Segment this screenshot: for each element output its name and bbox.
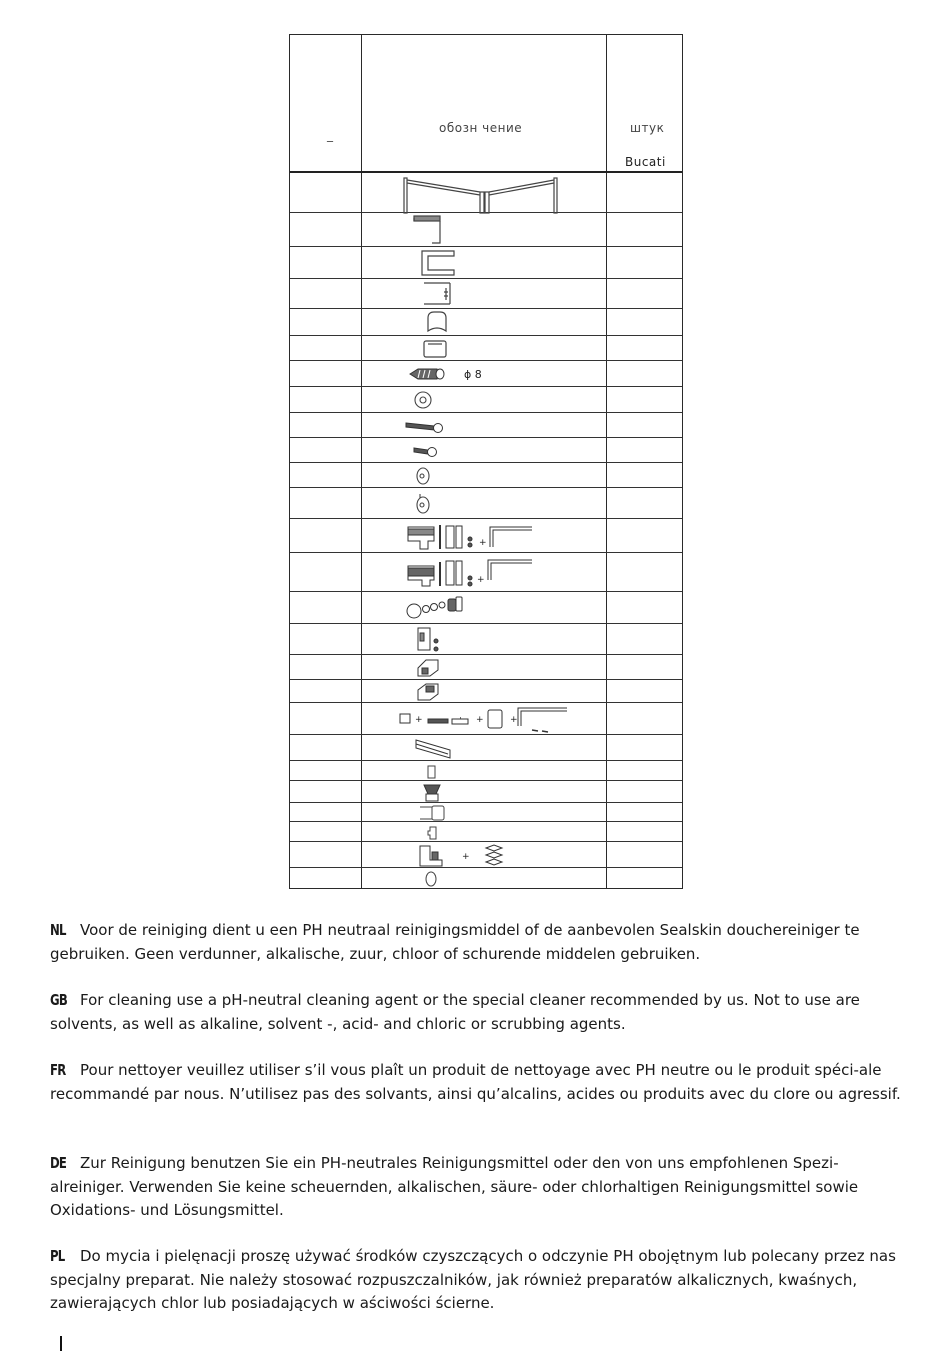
row-divider xyxy=(290,518,682,519)
header-designation: обозн чение xyxy=(439,121,523,135)
svg-text:+: + xyxy=(479,538,487,548)
instruction-text: Do mycia i pielęnacji proszę używać środków czyszczących o odczynie PH obojętnym lub polecany przez nas specjalny preparat. Nie należy stosować rozpuszczalników, jak również preparatów alkalicznych, kwaśnych, zawierających chlor lub posiadających w aściwości ścierne. xyxy=(50,1247,896,1312)
wall-plug-size: ϕ 8 xyxy=(464,368,482,381)
round-cap-icon xyxy=(362,489,607,517)
row-divider xyxy=(290,760,682,761)
hinge-set-right-icon xyxy=(362,556,607,588)
clip-icon xyxy=(362,803,607,823)
wall-plug-icon xyxy=(362,362,607,386)
knob-set-icon xyxy=(362,593,607,621)
corner-connector-icon xyxy=(362,656,607,680)
language-code: DE xyxy=(50,1154,67,1172)
connector-icon xyxy=(362,680,607,704)
washer-icon xyxy=(362,388,607,412)
threshold-seal-icon xyxy=(362,736,607,760)
page-marker xyxy=(60,1336,62,1351)
bracket-with-spacers-icon xyxy=(362,842,607,868)
language-code: NL xyxy=(50,921,66,939)
instruction-de xyxy=(50,1152,908,1223)
language-code: GB xyxy=(50,991,67,1009)
profile-bracket-icon xyxy=(362,215,607,245)
row-divider xyxy=(290,623,682,624)
magnet-clip-icon xyxy=(362,625,607,655)
shower-enclosure-icon xyxy=(362,175,607,215)
long-screw-icon xyxy=(362,414,607,438)
instruction-nl xyxy=(50,919,908,966)
svg-text:+: + xyxy=(477,575,485,585)
instruction-text: For cleaning use a pH-neutral cleaning agent or the special cleaner recommended by us. Not to use are solvents, as well as alkaline, solvent -, acid- and chloric or scrubbing agents. xyxy=(50,991,860,1033)
header-quantity: штук xyxy=(630,121,665,135)
instruction-pl xyxy=(50,1245,908,1316)
parts-table xyxy=(289,34,683,889)
instruction-fr xyxy=(50,1059,908,1106)
small-cap-icon xyxy=(362,762,607,782)
instruction-text: Pour nettoyer veuillez utiliser s’il vous plaît un produit de nettoyage avec PH neutre ou le produit spéci-ale recommandé par nous. N’utilisez pas des solvants, ainsi qu’alcalins, acides ou produits avec du clore ou agressif. xyxy=(50,1061,901,1103)
svg-text:+: + xyxy=(415,715,423,725)
cover-cap-icon xyxy=(362,337,607,361)
row-divider xyxy=(290,335,682,336)
hinge-set-left-icon xyxy=(362,521,607,551)
row-divider xyxy=(290,552,682,553)
header-number: _ xyxy=(327,128,334,142)
end-cap-icon xyxy=(362,309,607,335)
brush-seal-icon xyxy=(362,782,607,804)
language-code: PL xyxy=(50,1247,65,1265)
fitting-set-icon xyxy=(362,704,607,734)
row-divider xyxy=(290,386,682,387)
svg-text:+: + xyxy=(476,715,484,725)
row-divider xyxy=(290,734,682,735)
instruction-gb xyxy=(50,989,908,1036)
u-profile-icon xyxy=(362,248,607,278)
row-divider xyxy=(290,278,682,279)
header-divider xyxy=(290,171,682,173)
language-code: FR xyxy=(50,1061,66,1079)
short-screw-icon xyxy=(362,439,607,463)
ring-icon xyxy=(362,869,607,889)
row-divider xyxy=(290,412,682,413)
instruction-text: Voor de reiniging dient u een PH neutraal reinigingsmiddel of de aanbevolen Sealskin douchereiniger te gebruiken. Geen verdunner, alkalische, zuur, chloor of schurende middelen gebruiken. xyxy=(50,921,860,963)
row-divider xyxy=(290,591,682,592)
header-quantity-ro: Bucati xyxy=(625,155,666,169)
instruction-text: Zur Reinigung benutzen Sie ein PH-neutrales Reinigungsmittel oder den von uns empfohlenen Spezi-alreiniger. Verwenden Sie keine scheuernden, alkalischen, säure- oder chlorhaltigen Reinigungsmittel sowie Oxidations- und Lösungsmittel. xyxy=(50,1154,859,1219)
screw-cap-icon xyxy=(362,464,607,488)
wall-profile-icon xyxy=(362,280,607,308)
svg-text:+: + xyxy=(462,852,470,862)
small-clip-icon xyxy=(362,823,607,843)
row-divider xyxy=(290,246,682,247)
svg-text:+: + xyxy=(510,715,518,725)
